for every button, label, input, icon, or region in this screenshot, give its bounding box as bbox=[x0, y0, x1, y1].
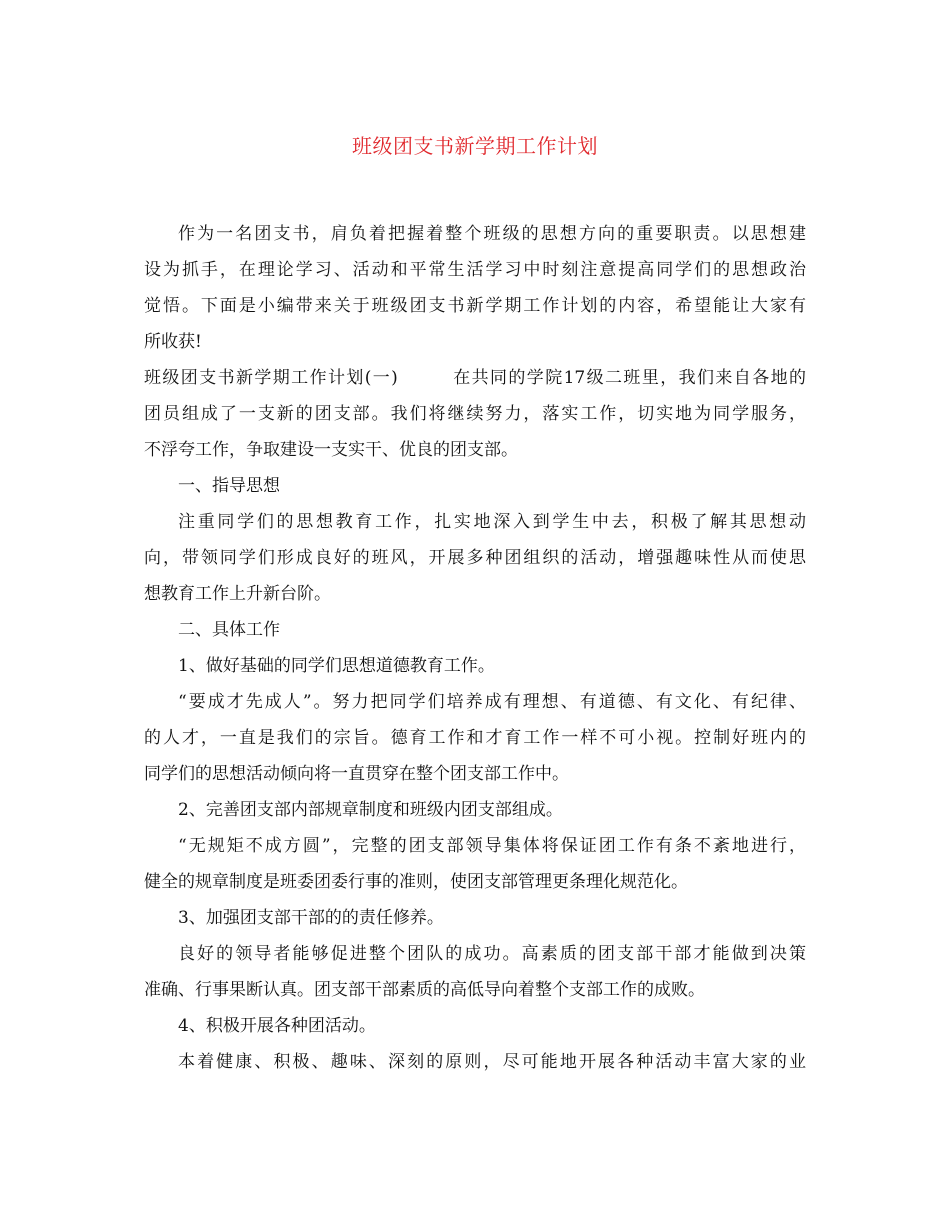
paragraph-item-3 bbox=[144, 936, 806, 1008]
section-heading-specific-work bbox=[144, 612, 806, 648]
text-line: 作为一名团支书，肩负着把握着整个班级的思想方向的重要职责。以思想建 bbox=[178, 224, 806, 244]
text-line: 健全的规章制度是班委团委行事的准则，使团支部管理更条理化规范化。 bbox=[144, 872, 688, 892]
item-heading-3 bbox=[144, 900, 806, 936]
text-line bbox=[144, 360, 806, 396]
text-line: 设为抓手，在理论学习、活动和平常生活学习中时刻注意提高同学们的思想政治 bbox=[144, 260, 806, 280]
text-line: 良好的领导者能够促进整个团队的成功。高素质的团支部干部才能做到决策 bbox=[178, 944, 806, 964]
paragraph-item-4 bbox=[144, 1044, 806, 1080]
text-line: 1、做好基础的同学们思想道德教育工作。 bbox=[178, 656, 495, 676]
paragraph-intro bbox=[144, 216, 806, 360]
text-line: “要成才先成人”。努力把同学们培养成有理想、有道德、有文化、有纪律、 bbox=[178, 692, 806, 712]
text-line: 注重同学们的思想教育工作，扎实地深入到学生中去，积极了解其思想动 bbox=[178, 512, 806, 532]
text-line: 觉悟。下面是小编带来关于班级团支书新学期工作计划的内容，希望能让大家有 bbox=[144, 296, 806, 316]
text-line: 一、指导思想 bbox=[178, 476, 280, 496]
section-heading-plan-one: 班级团支书新学期工作计划(一) bbox=[144, 368, 398, 388]
text-line: 2、完善团支部内部规章制度和班级内团支部组成。 bbox=[178, 800, 563, 820]
text-line: 本着健康、积极、趣味、深刻的原则，尽可能地开展各种活动丰富大家的业 bbox=[178, 1052, 806, 1072]
paragraph-item-2 bbox=[144, 828, 806, 900]
text-line: 的人才，一直是我们的宗旨。德育工作和才育工作一样不可小视。控制好班内的 bbox=[144, 728, 806, 748]
text-line: 不浮夸工作，争取建设一支实干、优良的团支部。 bbox=[144, 440, 518, 460]
text-line: 同学们的思想活动倾向将一直贯穿在整个团支部工作中。 bbox=[144, 764, 569, 784]
text-line: 团员组成了一支新的团支部。我们将继续努力，落实工作，切实地为同学服务， bbox=[144, 404, 806, 424]
paragraph-plan-one bbox=[144, 360, 806, 468]
text-line: 向，带领同学们形成良好的班风，开展多种团组织的活动，增强趣味性从而使思 bbox=[144, 548, 806, 568]
item-heading-4 bbox=[144, 1008, 806, 1044]
document-title: 班级团支书新学期工作计划 bbox=[352, 134, 598, 158]
item-heading-1 bbox=[144, 648, 806, 684]
text-line: 4、积极开展各种团活动。 bbox=[178, 1016, 376, 1036]
section-heading-guiding-thought bbox=[144, 468, 806, 504]
item-heading-2 bbox=[144, 792, 806, 828]
text-line-tail: 在共同的学院17级二班里，我们来自各地的 bbox=[451, 368, 806, 388]
text-line: 二、具体工作 bbox=[178, 620, 280, 640]
document-body bbox=[144, 216, 806, 1080]
text-line: 所收获! bbox=[144, 332, 202, 352]
text-line: 想教育工作上升新台阶。 bbox=[144, 584, 331, 604]
text-line: 准确、行事果断认真。团支部干部素质的高低导向着整个支部工作的成败。 bbox=[144, 980, 705, 1000]
paragraph-item-1 bbox=[144, 684, 806, 792]
paragraph-guiding-thought bbox=[144, 504, 806, 612]
text-line: “无规矩不成方圆”，完整的团支部领导集体将保证团工作有条不紊地进行， bbox=[178, 836, 806, 856]
text-line: 3、加强团支部干部的的责任修养。 bbox=[178, 908, 444, 928]
